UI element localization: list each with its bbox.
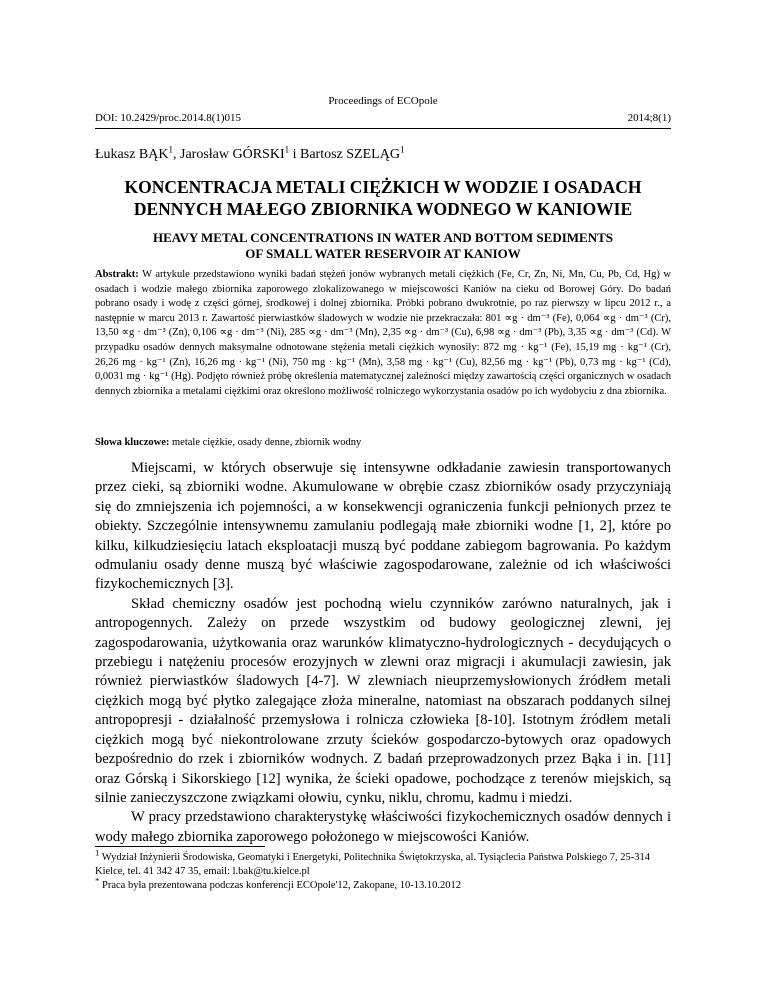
author-sep: , [173, 147, 180, 162]
abstract-label: Abstrakt: [95, 269, 139, 280]
author-3: Bartosz SZELĄG [300, 147, 400, 162]
body-paragraph: W pracy przedstawiono charakterystykę właściwości fizykochemicznych osadów dennych i wody małego zbiornika zaporowego położonego w miejscowości Kaniów. [95, 809, 671, 845]
keywords [95, 437, 671, 448]
author-1-affil: 1 [168, 144, 173, 155]
author-2: Jarosław GÓRSKI [180, 147, 285, 162]
author-3-affil: 1 [399, 144, 405, 155]
abstract [95, 268, 671, 399]
author-1: Łukasz BĄK [95, 147, 169, 162]
body-text [95, 459, 671, 847]
footnote-mark: * [95, 875, 100, 886]
title-polish-line: DENNYCH MAŁEGO ZBIORNIKA WODNEGO W KANIOWIE [133, 199, 633, 219]
body-paragraph: Skład chemiczny osadów jest pochodną wielu czynników zarówno naturalnych, jak i antropogennych. Zależy on przede wszystkim od budowy geologicznej zlewni, jej zagospodarowania, użytkowania oraz warunków klimatyczno-hydrologicznych - decydujących o przebiegu i natężeniu procesów erozyjnych w zlewni oraz migracji i akumulacji zawiesin, jak również pierwiastków śladowych [4-7]. W zlewniach nieuprzemysłowionych źródłem metali ciężkich mogą być płytko zalegające złoża mineralne, natomiast na obszarach poddanych silnej antropopresji - działalność przemysłowa i rolnicza człowieka [8-10]. Istotnym źródłem metali ciężkich mogą być niekontrolowane zrzuty ścieków gospodarczo-bytowych oraz opadowych bezpośrednio do rzek i zbiorników wodnych. Z badań przeprowadzonych przez Bąka i in. [11] oraz Górską i Sikorskiego [12] wynika, że ścieki opadowe, pochodzące z terenów miejskich, są silnie zanieczyszczone związkami ołowiu, cynku, niklu, chromu, kadmu i miedzi. [95, 595, 671, 806]
doi: DOI: 10.2429/proc.2014.8(1)015 [95, 112, 242, 124]
running-head: Proceedings of ECOpole [328, 95, 438, 107]
body-paragraph: Miejscami, w których obserwuje się intensywne odkładanie zawiesin transportowanych przez cieki, są zbiorniki wodne. Akumulowane w obrębie czasz zbiorników osady przyczyniają się do zmniejszenia ich pojemności, a w konsekwencji ograniczenia funkcji pełnionych przez te obiekty. Szczególnie intensywnemu zamulaniu podlegają małe zbiorniki wodne [1, 2], które po kilku, kilkudziesięciu latach eksploatacji muszą być poddane zabiegom bagrowania. Po każdym odmulaniu osady denne muszą być właściwie zagospodarowane, zależnie od ich właściwości fizykochemicznych [3]. [95, 460, 671, 593]
authors [95, 144, 405, 163]
keywords-text: metale ciężkie, osady denne, zbiornik wodny [169, 437, 362, 448]
keywords-label: Słowa kluczowe: [95, 437, 170, 448]
footnotes [95, 847, 671, 893]
footnote-text: Wydział Inżynierii Środowiska, Geomatyki i Energetyki, Politechnika Świętokrzyska, al. Tysiąclecia Państwa Polskiego 7, 25-314 Kielce, tel. 41 342 47 35, email: l.bak@tu.kielce.pl [95, 852, 651, 877]
footnote-divider [95, 846, 265, 847]
author-sep: i [289, 147, 300, 162]
abstract-text: W artykule przedstawiono wyniki badań stężeń jonów wybranych metali ciężkich (Fe, Cr, Zn, Ni, Mn, Cu, Pb, Cd, Hg) w osadach i wodzie małego zbiornika zaporowego zlokalizowanego w miejscowości Kaniów na cieku od Borowej Góry. Do badań pobrano osady i wodę z części górnej, środkowej i dolnej zbiornika. Próbki pobrano dwukrotnie, po raz pierwszy w lipcu 2012 r., a następnie w marcu 2013 r. Zawartość pierwiastków śladowych w wodzie nie przekraczała: 801 ∝g · dm⁻³ (Fe), 0,064 ∝g · dm⁻³ (Cr), 13,50 ∝g · dm⁻³ (Zn), 0,106 ∝g · dm⁻³ (Ni), 285 ∝g · dm⁻³ (Mn), 2,35 ∝g · dm⁻³ (Cu), 6,98 ∝g · dm⁻³ (Pb), 3,35 ∝g · dm⁻³ (Cd). W przypadku osadów dennych maksymalne odnotowane stężenia metali ciężkich wynosiły: 872 mg · kg⁻¹ (Fe), 15,19 mg · kg⁻¹ (Cr), 26,26 mg · kg⁻¹ (Zn), 16,26 mg · kg⁻¹ (Ni), 750 mg · kg⁻¹ (Mn), 3,58 mg · kg⁻¹ (Cu), 82,56 mg · kg⁻¹ (Pb), 0,73 mg · kg⁻¹ (Cd), 0,0031 mg · kg⁻¹ (Hg). Podjęto również próbę określenia matematycznej zależności między zawartością części organicznych w osadach dennych zbiornika a metalami ciężkimi oraz określono możliwość rolniczego wykorzystania osadów po ich wydobyciu z dna zbiornika. [95, 269, 671, 397]
author-2-affil: 1 [284, 144, 290, 155]
title-english-line: HEAVY METAL CONCENTRATIONS IN WATER AND BOTTOM SEDIMENTS [152, 230, 614, 245]
header-meta-row [95, 112, 671, 129]
footnote-mark: 1 [95, 847, 100, 858]
footnote-text: Praca była prezentowana podczas konferencji ECOpole'12, Zakopane, 10-13.10.2012 [99, 880, 462, 891]
footnote-conference [95, 875, 671, 893]
title-english [95, 230, 671, 262]
title-polish [95, 176, 671, 220]
footnote-affiliation [95, 847, 671, 879]
title-polish-line: KONCENTRACJA METALI CIĘŻKICH W WODZIE I OSADACH [124, 177, 642, 197]
title-english-line: OF SMALL WATER RESERVOIR AT KANIOW [245, 246, 521, 261]
volume-issue: 2014;8(1) [627, 112, 671, 124]
